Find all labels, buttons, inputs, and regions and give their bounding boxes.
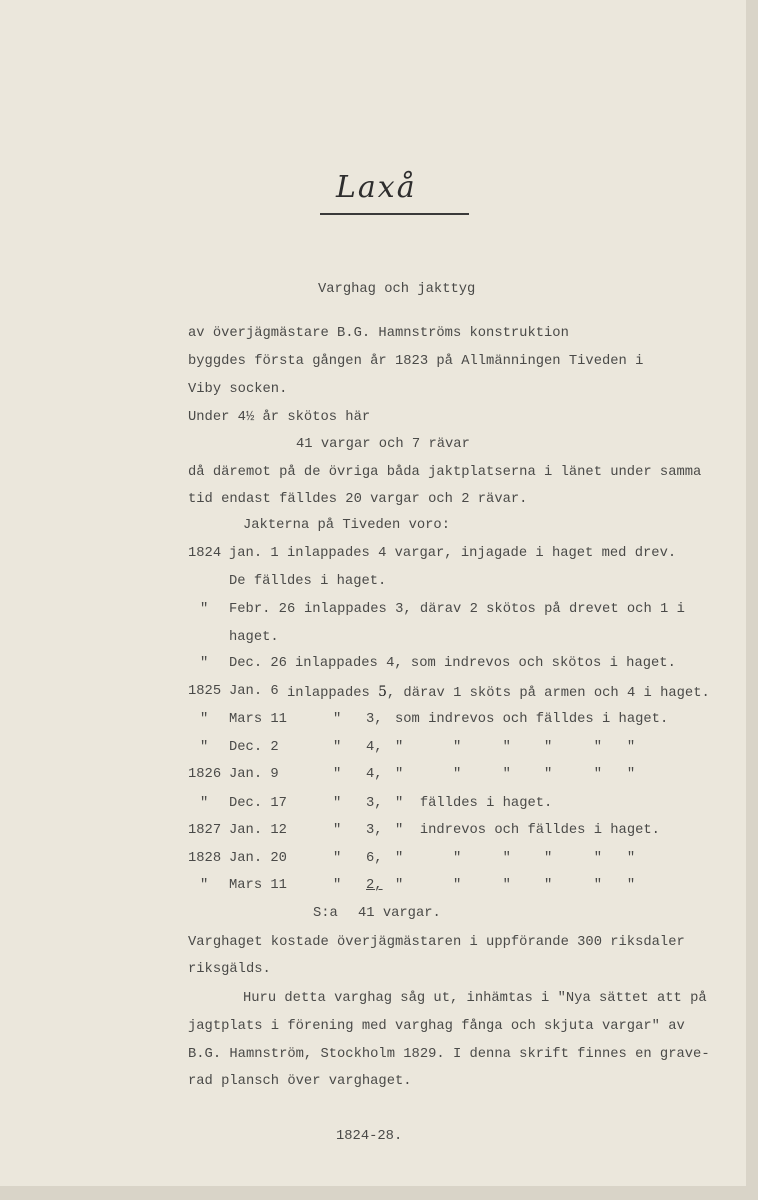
intro-line: Under 4½ år skötos här <box>188 410 371 425</box>
hunt-text: " indrevos och fälldes i haget. <box>395 823 660 838</box>
hunt-year: " <box>200 712 209 727</box>
hunt-date: Mars 11 <box>229 878 287 893</box>
hunt-year: 1826 <box>188 767 222 782</box>
hunt-count: 6, <box>366 851 383 866</box>
hunt-continuation: haget. <box>229 630 279 645</box>
title-underline <box>320 213 469 215</box>
hunt-date: jan. 1 <box>229 546 279 561</box>
intro-line: då däremot på de övriga båda jaktplatserna i länet under samma <box>188 465 702 480</box>
hunt-date: Dec. 26 <box>229 656 287 671</box>
hunt-count: 2, <box>366 878 383 893</box>
cost-line: Varghaget kostade överjägmästaren i uppförande 300 riksdaler <box>188 935 685 950</box>
handwritten-title: Laxå <box>336 170 417 205</box>
hunt-date: Jan. 12 <box>229 823 287 838</box>
hunt-count: 4, <box>366 767 383 782</box>
ditto-mark: " <box>333 823 342 838</box>
intro-line: Viby socken. <box>188 382 288 397</box>
footer-years: 1824-28. <box>336 1129 403 1144</box>
hunt-year: 1824 <box>188 546 222 561</box>
source-line: B.G. Hamnström, Stockholm 1829. I denna skrift finnes en grave- <box>188 1047 710 1062</box>
hunt-text: " " " " " " <box>395 851 636 866</box>
source-line: rad plansch över varghaget. <box>188 1074 412 1089</box>
hunt-text: " fälldes i haget. <box>395 796 553 811</box>
hunt-text: inlappades 4, som indrevos och skötos i haget. <box>295 656 676 671</box>
hunt-date: Jan. 6 <box>229 684 279 699</box>
hunt-text: som indrevos och fälldes i haget. <box>395 712 669 727</box>
hunt-count: 3, <box>366 712 383 727</box>
ditto-mark: " <box>333 796 342 811</box>
sum-value: 41 vargar. <box>358 906 441 921</box>
hunt-text <box>287 684 710 702</box>
hunt-date: Jan. 20 <box>229 851 287 866</box>
intro-line: av överjägmästare B.G. Hamnströms konstruktion <box>188 326 569 341</box>
hunt-text-post: , därav 1 sköts på armen och 4 i haget. <box>386 686 710 701</box>
hunt-text: " " " " " " <box>395 878 636 893</box>
hunt-count: 4, <box>366 740 383 755</box>
hunt-date: Jan. 9 <box>229 767 279 782</box>
hunt-year: " <box>200 602 209 617</box>
hunt-year: 1827 <box>188 823 222 838</box>
hunt-continuation: De fälldes i haget. <box>229 574 387 589</box>
intro-line: tid endast fälldes 20 vargar och 2 rävar. <box>188 492 528 507</box>
source-line: Huru detta varghag såg ut, inhämtas i "Nya sättet att på <box>243 991 707 1006</box>
hunt-year: " <box>200 796 209 811</box>
hunt-date: Febr. 26 <box>229 602 296 617</box>
hunt-text-pre: inlappades <box>287 686 379 701</box>
hunt-year: " <box>200 656 209 671</box>
ditto-mark: " <box>333 851 342 866</box>
hunts-heading: Jakterna på Tiveden voro: <box>243 518 450 533</box>
hunt-text: " " " " " " <box>395 767 636 782</box>
intro-line: byggdes första gången år 1823 på Allmänningen Tiveden i <box>188 354 644 369</box>
hunt-count: 3, <box>366 823 383 838</box>
hunt-date: Dec. 2 <box>229 740 279 755</box>
hunt-date: Mars 11 <box>229 712 287 727</box>
hunt-text: inlappades 4 vargar, injagade i haget med drev. <box>287 546 677 561</box>
hunt-year: " <box>200 878 209 893</box>
cost-line: riksgälds. <box>188 962 271 977</box>
heading: Varghag och jakttyg <box>318 282 476 297</box>
hunt-date: Dec. 17 <box>229 796 287 811</box>
intro-line: 41 vargar och 7 rävar <box>296 437 470 452</box>
hunt-year: " <box>200 740 209 755</box>
hunt-text: " " " " " " <box>395 740 636 755</box>
source-line: jagtplats i förening med varghag fånga och skjuta vargar" av <box>188 1019 685 1034</box>
hunt-year: 1828 <box>188 851 222 866</box>
sum-label: S:a <box>313 906 338 921</box>
ditto-mark: " <box>333 767 342 782</box>
ditto-mark: " <box>333 878 342 893</box>
hunt-year: 1825 <box>188 684 222 699</box>
hunt-count: 3, <box>366 796 383 811</box>
ditto-mark: " <box>333 712 342 727</box>
handwritten-correction: 5 <box>378 684 387 700</box>
hunt-text: inlappades 3, därav 2 skötos på drevet och 1 i <box>304 602 685 617</box>
ditto-mark: " <box>333 740 342 755</box>
